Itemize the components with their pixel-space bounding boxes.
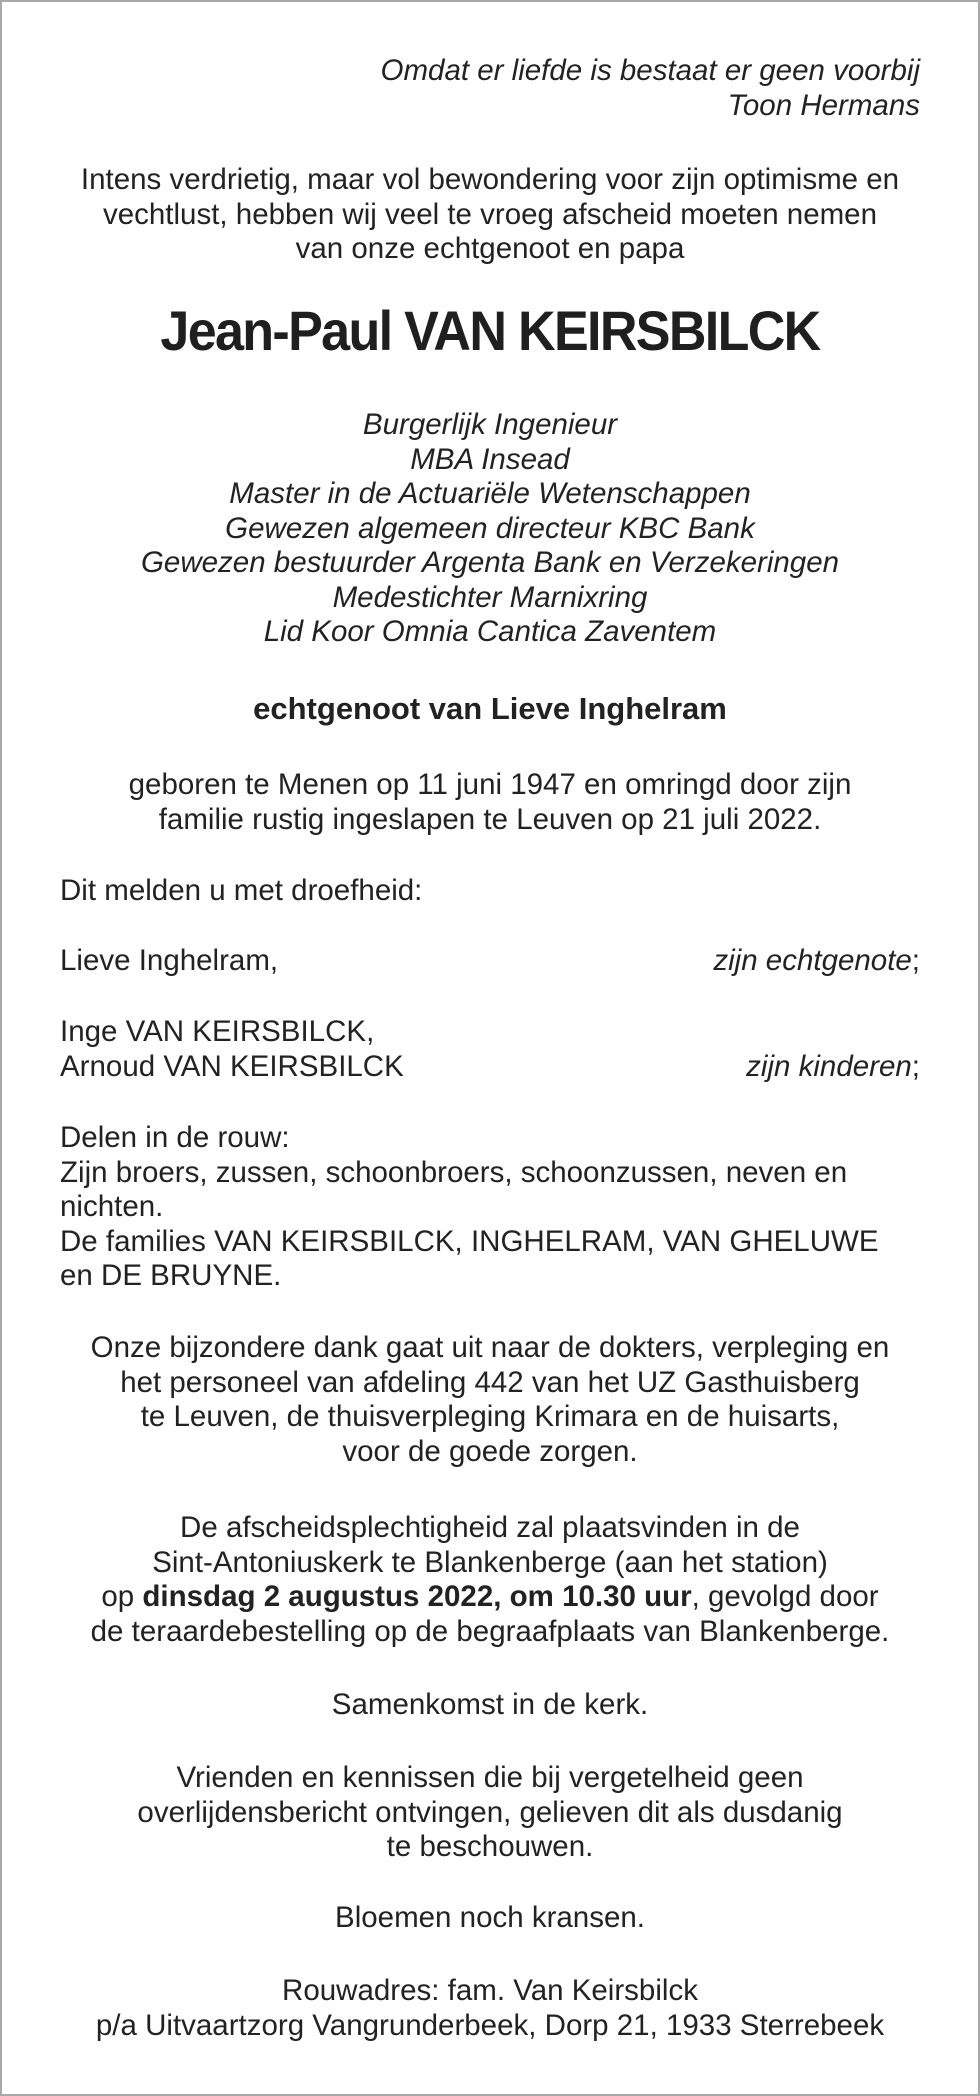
mourning-paragraph xyxy=(60,1121,920,1294)
announce-intro: Dit melden u met droefheid: xyxy=(60,874,423,907)
titles-list xyxy=(60,408,920,650)
friends-paragraph xyxy=(60,1761,920,1865)
ceremony-line: Sint-Antoniuskerk te Blankenberge (aan het station) xyxy=(152,1545,828,1579)
ceremony-date-pre: op xyxy=(101,1580,143,1613)
thanks-line: het personeel van afdeling 442 van het UZ Gasthuisberg xyxy=(120,1365,860,1399)
friends-line: te beschouwen. xyxy=(386,1830,594,1863)
child-name: Arnoud VAN KEIRSBILCK xyxy=(60,1049,404,1083)
children-role-punct: ; xyxy=(911,1049,920,1083)
child-name: Inge VAN KEIRSBILCK, xyxy=(60,1015,375,1048)
ceremony-date-line xyxy=(60,1580,920,1615)
thanks-line: Onze bijzondere dank gaat uit naar de dokters, verpleging en xyxy=(90,1331,890,1364)
spouse-role-wrap xyxy=(713,944,920,979)
address-line: Rouwadres: fam. Van Keirsbilck xyxy=(282,1974,698,2007)
birth-death-line: geboren te Menen op 11 juni 1947 en omringd door zijn xyxy=(128,768,852,801)
title-item: Lid Koor Omnia Cantica Zaventem xyxy=(263,615,717,648)
spouse-name: Lieve Inghelram, xyxy=(60,944,279,977)
spouse-role: zijn echtgenote xyxy=(713,944,912,977)
mourning-line: nichten. xyxy=(60,1190,164,1223)
title-item: Master in de Actuariële Wetenschappen xyxy=(229,477,751,510)
flowers-note: Bloemen noch kransen. xyxy=(335,1901,645,1934)
thanks-paragraph xyxy=(60,1331,920,1469)
ceremony-line: De afscheidsplechtigheid zal plaatsvinden in de xyxy=(180,1511,800,1544)
title-item: Gewezen bestuurder Argenta Bank en Verzekeringen xyxy=(140,546,840,579)
mourning-address xyxy=(60,1974,920,2043)
friends-line: overlijdensbericht ontvingen, gelieven dit als dusdanig xyxy=(137,1795,843,1829)
ceremony-paragraph xyxy=(60,1511,920,1649)
title-item: Medestichter Marnixring xyxy=(332,580,648,614)
family-entry-children xyxy=(60,1015,920,1084)
intro-line: van onze echtgenoot en papa xyxy=(295,232,685,265)
intro-paragraph xyxy=(60,163,920,267)
quote-author: Toon Hermans xyxy=(727,88,920,122)
intro-line: vechtlust, hebben wij veel te vroeg afscheid moeten nemen xyxy=(102,197,877,231)
title-item: MBA Insead xyxy=(410,442,570,476)
mourning-line: en DE BRUYNE. xyxy=(60,1259,282,1292)
children-last-row xyxy=(60,1050,920,1085)
title-item: Burgerlijk Ingenieur xyxy=(362,408,618,441)
family-entry-spouse xyxy=(60,944,920,979)
children-role: zijn kinderen xyxy=(746,1049,912,1083)
mourning-line: Delen in de rouw: xyxy=(60,1121,290,1154)
mourning-line: De families VAN KEIRSBILCK, INGHELRAM, VAN GHELUWE xyxy=(60,1224,879,1258)
ceremony-date: dinsdag 2 augustus 2022, om 10.30 uur xyxy=(142,1580,692,1613)
children-role-wrap xyxy=(746,1050,920,1085)
thanks-line: te Leuven, de thuisverpleging Krimara en de huisarts, xyxy=(140,1400,840,1433)
address-line: p/a Uitvaartzorg Vangrunderbeek, Dorp 21, 1933 Sterrebeek xyxy=(95,2008,885,2042)
title-item: Gewezen algemeen directeur KBC Bank xyxy=(225,511,755,545)
ceremony-date-post: , gevolgd door xyxy=(691,1580,879,1613)
birth-death-paragraph xyxy=(60,768,920,837)
quote-text: Omdat er liefde is bestaat er geen voorbij xyxy=(380,54,920,87)
ceremony-line: de teraardebestelling op de begraafplaats van Blankenberge. xyxy=(90,1614,890,1648)
thanks-line: voor de goede zorgen. xyxy=(342,1434,638,1468)
friends-line: Vrienden en kennissen die bij vergetelheid geen xyxy=(176,1761,804,1794)
spouse-line: echtgenoot van Lieve Inghelram xyxy=(253,691,727,726)
deceased-name: Jean-Paul VAN KEIRSBILCK xyxy=(160,299,820,362)
birth-death-line: familie rustig ingeslapen te Leuven op 21 juli 2022. xyxy=(158,802,822,836)
spouse-role-punct: ; xyxy=(911,944,920,977)
intro-line: Intens verdrietig, maar vol bewondering voor zijn optimisme en xyxy=(80,163,900,196)
mourning-line: Zijn broers, zussen, schoonbroers, schoonzussen, neven en xyxy=(60,1155,848,1189)
epigraph-quote xyxy=(60,54,920,123)
gathering-note: Samenkomst in de kerk. xyxy=(331,1688,649,1721)
